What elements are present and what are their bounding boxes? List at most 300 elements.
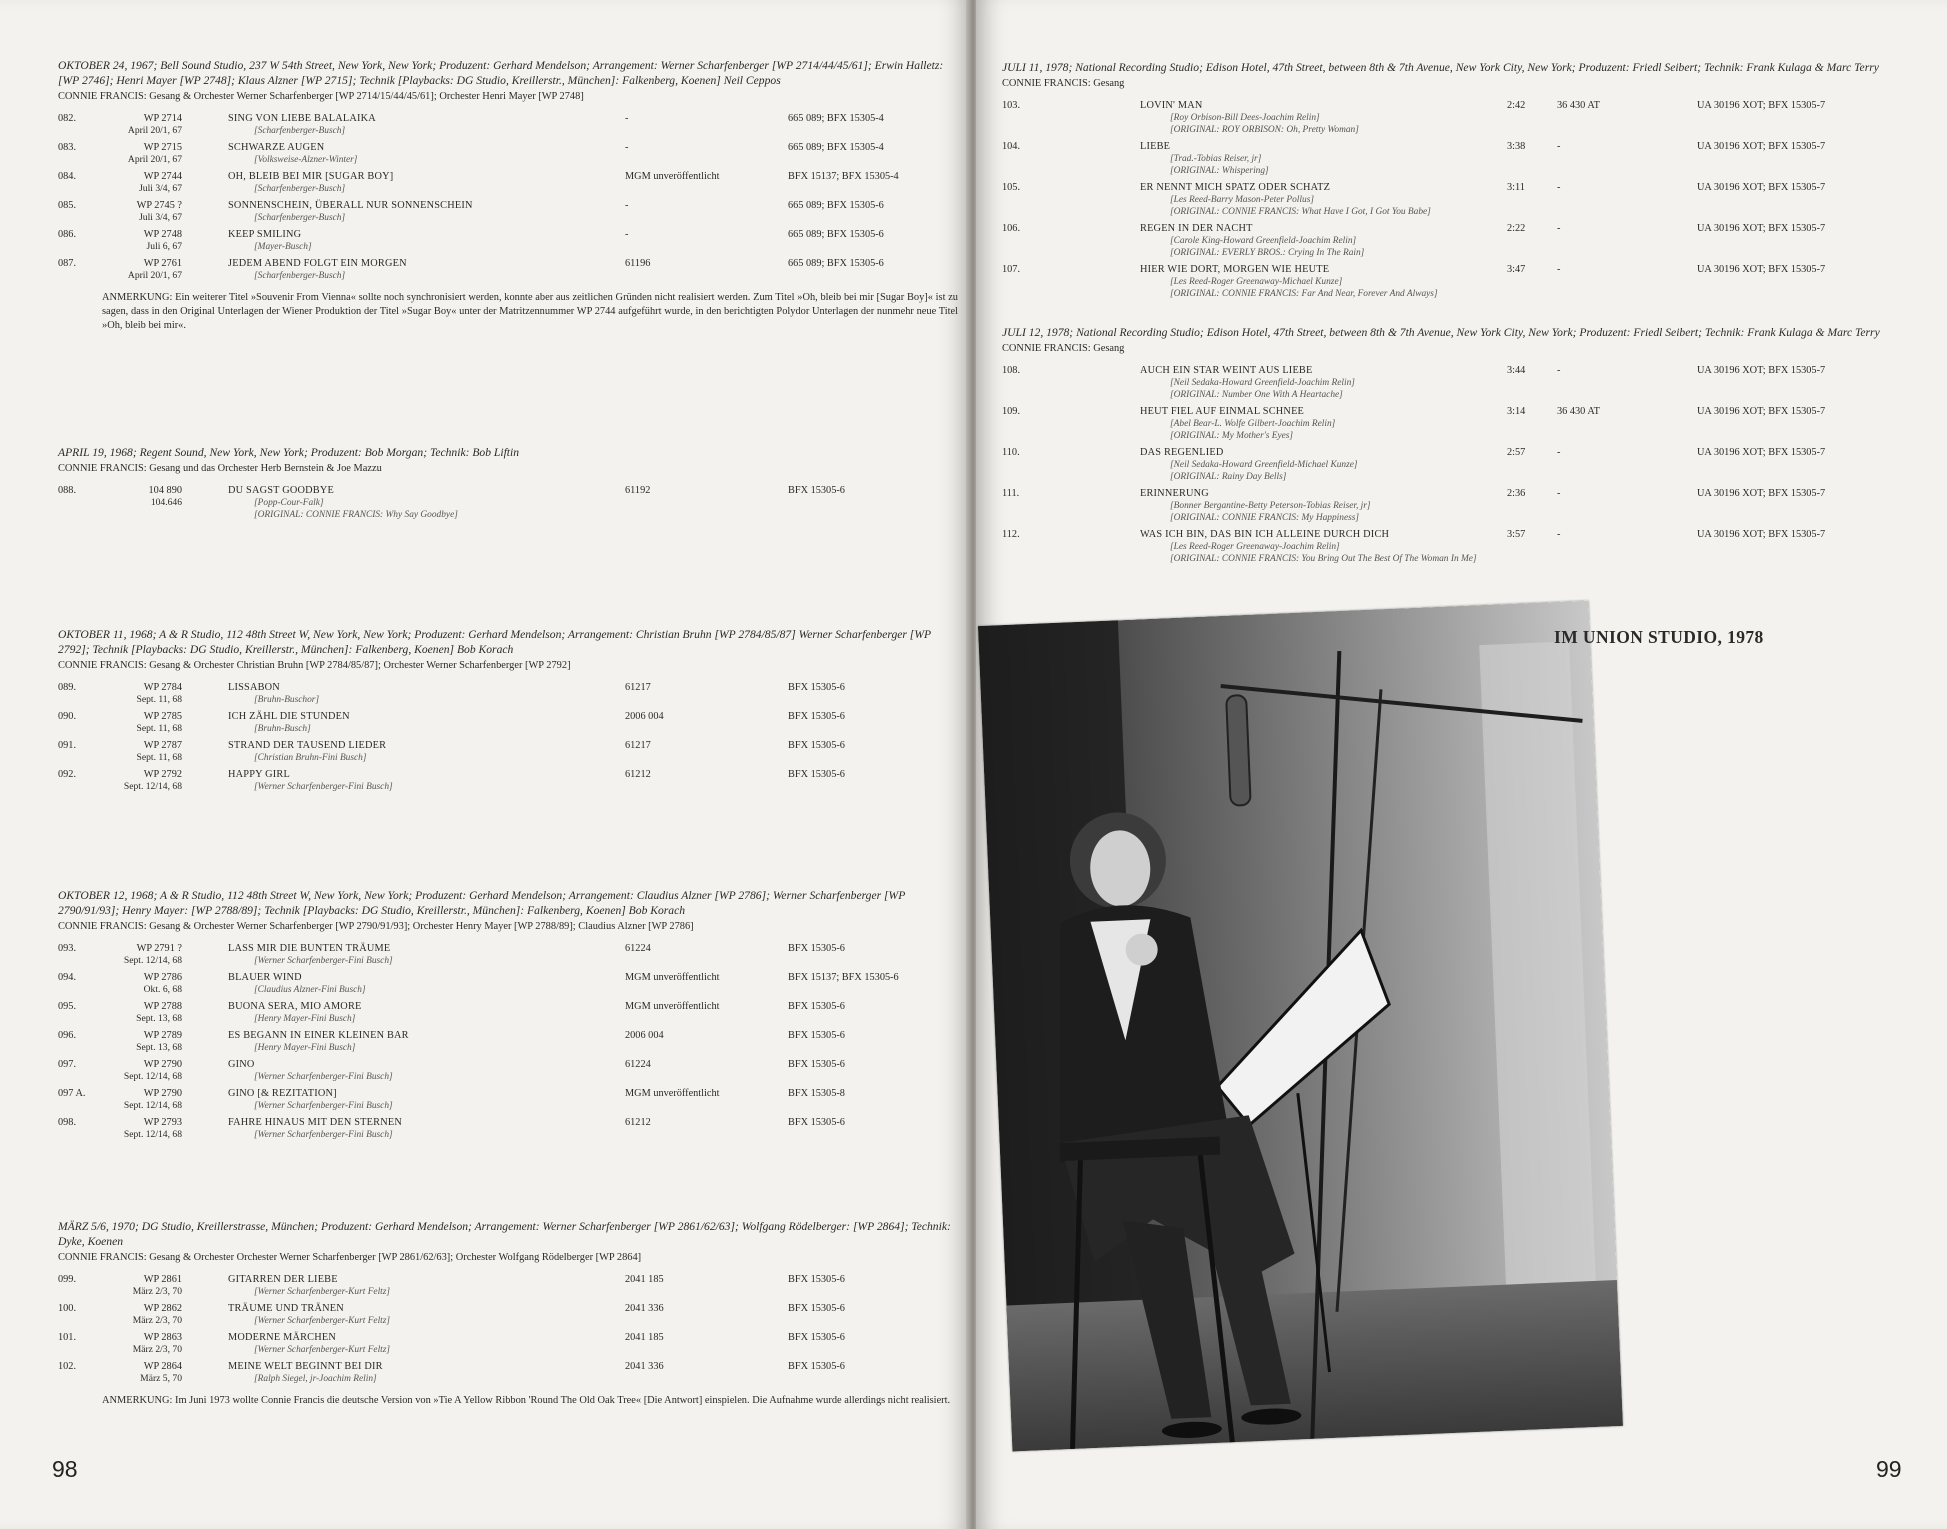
matrix-code: WP 2785 (143, 711, 182, 722)
matrix-code: WP 2789 (143, 1030, 182, 1041)
track-credit: [Bruhn-Busch] (254, 724, 311, 734)
recording-date: Sept. 11, 68 (136, 723, 182, 734)
track-credit: [Bonner Bergantine-Betty Peterson-Tobias Reiser, jr] (1170, 501, 1371, 511)
release-single: 61212 (625, 769, 651, 780)
track-credit: [Mayer-Busch] (254, 242, 312, 252)
track-credit: [Werner Scharfenberger-Fini Busch] (254, 782, 393, 792)
table-row (58, 1001, 958, 1030)
recording-date: Juli 3/4, 67 (139, 212, 182, 223)
table-row (1002, 529, 1922, 570)
release-album: UA 30196 XOT; BFX 15305-7 (1697, 406, 1826, 417)
table-row (1002, 182, 1922, 223)
track-title-text: LOVIN' MAN (1140, 100, 1203, 111)
track-title-text: ES BEGANN IN EINER KLEINEN BAR (228, 1030, 409, 1041)
matrix-number (102, 1361, 182, 1385)
matrix-number (102, 142, 182, 166)
table-row (58, 1332, 958, 1361)
track-credit: [Les Reed-Roger Greenaway-Joachim Relin] (1170, 542, 1340, 552)
release-album: BFX 15305-6 (788, 682, 845, 693)
track-title-text: STRAND DER TAUSEND LIEDER (228, 740, 387, 751)
right-page (976, 0, 1947, 1529)
track-title (1140, 406, 1335, 442)
track-number: 093. (58, 943, 77, 954)
release-single: - (1557, 529, 1561, 540)
matrix-code: WP 2744 (143, 171, 182, 182)
recording-date: Sept. 12/14, 68 (123, 1129, 182, 1140)
table-row (58, 1117, 958, 1146)
matrix-number (102, 1001, 182, 1025)
track-title-text: FAHRE HINAUS MIT DEN STERNEN (228, 1117, 402, 1128)
session-note: ANMERKUNG: Im Juni 1973 wollte Connie Francis die deutsche Version von »Tie A Yellow Ribbon 'Round The Old Oak Tree« [Die Antwort] einspielen. Die Aufnahme wurde allerdings nicht realisiert. (102, 1395, 951, 1406)
track-title-text: BLAUER WIND (228, 972, 302, 983)
release-single: 36 430 AT (1557, 406, 1600, 417)
session-block (58, 1219, 958, 1408)
matrix-number (102, 200, 182, 224)
recording-date: März 2/3, 70 (132, 1315, 182, 1326)
release-single: - (1557, 365, 1561, 376)
track-title (228, 972, 366, 996)
track-title-text: OH, BLEIB BEI MIR [SUGAR BOY] (228, 171, 394, 182)
track-title (228, 682, 319, 706)
track-credit: [Neil Sedaka-Howard Greenfield-Michael Kunze] (1170, 460, 1358, 470)
session-artist: CONNIE FRANCIS: Gesang & Orchester Werner Scharfenberger [WP 2790/91/93]; Orchester Henry Mayer [WP 2788/89]; Claudius Alzner [WP 2786] (58, 921, 694, 932)
table-row (58, 711, 958, 740)
track-duration: 3:14 (1507, 406, 1526, 417)
release-single: 36 430 AT (1557, 100, 1600, 111)
track-number: 100. (58, 1303, 77, 1314)
track-number: 106. (1002, 223, 1021, 234)
session-heading: APRIL 19, 1968; Regent Sound, New York, New York; Produzent: Bob Morgan; Technik: Bob Liftin (58, 446, 520, 459)
table-row (58, 682, 958, 711)
table-row (58, 200, 958, 229)
page-number-right: 99 (1876, 1456, 1902, 1482)
track-number: 097. (58, 1059, 77, 1070)
release-album: UA 30196 XOT; BFX 15305-7 (1697, 447, 1826, 458)
track-title-text: GINO (228, 1059, 255, 1070)
recording-date: 104.646 (150, 497, 182, 508)
table-row (58, 972, 958, 1001)
recording-date: Sept. 12/14, 68 (123, 781, 182, 792)
track-duration: 2:22 (1507, 223, 1526, 234)
matrix-number (102, 229, 182, 253)
session-heading: OKTOBER 12, 1968; A & R Studio, 112 48th Street W, New York, New York; Produzent: Gerhard Mendelson; Arrangement: Claudius Alzner [WP 2786]; Werner Scharfenberger [WP 2790/91/93]; Henry Mayer: [WP 2788/89]; Technik [Playbacks: DG Studio, Kreillerstr., München]: Falkenberg, Koenen] Bob Korach (58, 889, 906, 917)
recording-date: März 2/3, 70 (132, 1286, 182, 1297)
track-title-text: MODERNE MÄRCHEN (228, 1332, 336, 1343)
track-title-text: SING VON LIEBE BALALAIKA (228, 113, 376, 124)
track-title (228, 1361, 383, 1385)
matrix-code: WP 2793 (143, 1117, 182, 1128)
release-album: BFX 15305-6 (788, 740, 845, 751)
matrix-number (102, 485, 182, 509)
table-row (1002, 488, 1922, 529)
session-block (1002, 60, 1922, 305)
release-album: BFX 15305-6 (788, 1059, 845, 1070)
session-block (58, 627, 958, 798)
track-title (1140, 264, 1438, 300)
track-title (228, 171, 393, 195)
track-title-text: HAPPY GIRL (228, 769, 290, 780)
release-album: 665 089; BFX 15305-4 (788, 113, 884, 124)
recording-date: April 20/1, 67 (127, 270, 182, 281)
table-row (1002, 406, 1922, 447)
release-single: 2041 185 (625, 1332, 664, 1343)
table-row (58, 943, 958, 972)
matrix-code: WP 2862 (143, 1303, 182, 1314)
track-number: 085. (58, 200, 77, 211)
release-single: 61212 (625, 1117, 651, 1128)
session-artist: CONNIE FRANCIS: Gesang & Orchester Christian Bruhn [WP 2784/85/87]; Orchester Werner Scharfenberger [WP 2792] (58, 660, 571, 671)
release-album: UA 30196 XOT; BFX 15305-7 (1697, 264, 1826, 275)
track-title (228, 1088, 393, 1112)
track-number: 096. (58, 1030, 77, 1041)
track-duration: 2:57 (1507, 447, 1526, 458)
track-number: 084. (58, 171, 77, 182)
release-single: - (1557, 447, 1561, 458)
track-title-text: LISSABON (228, 682, 280, 693)
track-original: [ORIGINAL: CONNIE FRANCIS: You Bring Out The Best Of The Woman In Me] (1170, 554, 1477, 564)
track-credit: [Neil Sedaka-Howard Greenfield-Joachim Relin] (1170, 378, 1355, 388)
track-number: 112. (1002, 529, 1020, 540)
track-title (228, 769, 393, 793)
track-duration: 3:57 (1507, 529, 1526, 540)
table-row (58, 1303, 958, 1332)
track-number: 102. (58, 1361, 77, 1372)
track-title-text: GITARREN DER LIEBE (228, 1274, 338, 1285)
release-album: BFX 15305-6 (788, 485, 845, 496)
release-single: 61196 (625, 258, 651, 269)
matrix-code: WP 2745 ? (136, 200, 182, 211)
session-heading: JULI 12, 1978; National Recording Studio; Edison Hotel, 47th Street, between 8th & 7th Avenue, New York City, New York; Produzent: Friedl Seibert; Technik: Frank Kulaga & Marc Terry (1002, 326, 1880, 339)
track-title (228, 1059, 393, 1083)
matrix-number (102, 769, 182, 793)
release-album: UA 30196 XOT; BFX 15305-7 (1697, 223, 1826, 234)
track-title (1140, 141, 1269, 177)
recording-date: Sept. 11, 68 (136, 694, 182, 705)
track-title-text: TRÄUME UND TRÄNEN (228, 1303, 344, 1314)
matrix-number (102, 1088, 182, 1112)
track-title-text: AUCH EIN STAR WEINT AUS LIEBE (1140, 365, 1313, 376)
release-album: BFX 15305-6 (788, 1303, 845, 1314)
track-credit: [Trad.-Tobias Reiser, jr] (1170, 154, 1262, 164)
matrix-number (102, 682, 182, 706)
recording-date: Sept. 11, 68 (136, 752, 182, 763)
track-credit: [Popp-Cour-Falk] (254, 498, 324, 508)
matrix-number (102, 1303, 182, 1327)
track-original: [ORIGINAL: Whispering] (1170, 166, 1269, 176)
matrix-number (102, 1030, 182, 1054)
matrix-number (102, 113, 182, 137)
track-title-text: DAS REGENLIED (1140, 447, 1224, 458)
matrix-code: WP 2784 (143, 682, 182, 693)
track-number: 091. (58, 740, 77, 751)
track-number: 088. (58, 485, 77, 496)
recording-date: April 20/1, 67 (127, 154, 182, 165)
matrix-number (102, 943, 182, 967)
track-title (228, 1030, 409, 1054)
release-single: 2006 004 (625, 1030, 664, 1041)
matrix-number (102, 1332, 182, 1356)
release-album: 665 089; BFX 15305-6 (788, 258, 884, 269)
track-number: 105. (1002, 182, 1021, 193)
track-credit: [Scharfenberger-Busch] (254, 213, 346, 223)
matrix-code: WP 2788 (143, 1001, 182, 1012)
release-album: 665 089; BFX 15305-6 (788, 229, 884, 240)
track-credit: [Werner Scharfenberger-Fini Busch] (254, 1130, 393, 1140)
release-album: BFX 15137; BFX 15305-4 (788, 171, 899, 182)
track-credit: [Carole King-Howard Greenfield-Joachim Relin] (1170, 236, 1357, 246)
release-single: - (1557, 264, 1561, 275)
track-credit: [Werner Scharfenberger-Kurt Feltz] (254, 1287, 391, 1297)
matrix-code: WP 2761 (143, 258, 182, 269)
session-note: ANMERKUNG: Ein weiterer Titel »Souvenir From Vienna« sollte noch synchronisiert werden, konnte aber aus zeitlichen Gründen nicht realisiert werden. Zum Titel »Oh, bleib bei mir [Sugar Boy]« ist zu sagen, dass in den Original Unterlagen der Wiener Produktion der Titel »Sugar Boy« unter der Matritzennummer WP 2744 aufgeführt wurde, in den berichtigten Polydor Unterlagen der nunmehr neue Titel »Oh, bleib bei mir«. (102, 292, 958, 331)
recording-date: Okt. 6, 68 (143, 984, 182, 995)
session-artist: CONNIE FRANCIS: Gesang & Orchester Orchester Werner Scharfenberger [WP 2861/62/63]; Orchester Wolfgang Rödelberger [WP 2864] (58, 1252, 642, 1263)
track-number: 083. (58, 142, 77, 153)
track-title-text: DU SAGST GOODBYE (228, 485, 334, 496)
track-original: [ORIGINAL: ROY ORBISON: Oh, Pretty Woman] (1170, 125, 1359, 135)
track-duration: 2:36 (1507, 488, 1526, 499)
track-title (228, 229, 312, 253)
track-title-text: WAS ICH BIN, DAS BIN ICH ALLEINE DURCH DICH (1140, 529, 1390, 540)
track-original: [ORIGINAL: Rainy Day Bells] (1170, 472, 1287, 482)
matrix-code: WP 2714 (143, 113, 182, 124)
track-title-text: LIEBE (1140, 141, 1171, 152)
track-credit: [Ralph Siegel, jr-Joachim Relin] (254, 1374, 377, 1384)
matrix-code: WP 2787 (143, 740, 182, 751)
track-title (228, 142, 357, 166)
release-album: BFX 15137; BFX 15305-6 (788, 972, 899, 983)
release-album: UA 30196 XOT; BFX 15305-7 (1697, 488, 1826, 499)
track-credit: [Scharfenberger-Busch] (254, 126, 346, 136)
track-number: 104. (1002, 141, 1021, 152)
track-credit: [Abel Bear-L. Wolfe Gilbert-Joachim Relin] (1170, 419, 1336, 429)
recording-date: März 2/3, 70 (132, 1344, 182, 1355)
release-album: BFX 15305-6 (788, 1001, 845, 1012)
recording-date: Sept. 13, 68 (136, 1013, 182, 1024)
track-title (228, 1001, 362, 1025)
recording-date: Sept. 13, 68 (136, 1042, 182, 1053)
track-title-text: JEDEM ABEND FOLGT EIN MORGEN (228, 258, 407, 269)
recording-date: Sept. 12/14, 68 (123, 1071, 182, 1082)
release-album: 665 089; BFX 15305-6 (788, 200, 884, 211)
track-title (1140, 488, 1371, 524)
recording-date: April 20/1, 67 (127, 125, 182, 136)
release-single: 2041 336 (625, 1361, 664, 1372)
matrix-number (102, 1274, 182, 1298)
track-credit: [Werner Scharfenberger-Fini Busch] (254, 956, 393, 966)
track-title-text: ICH ZÄHL DIE STUNDEN (228, 711, 350, 722)
track-credit: [Werner Scharfenberger-Kurt Feltz] (254, 1345, 391, 1355)
table-row (58, 1030, 958, 1059)
matrix-code: WP 2715 (143, 142, 182, 153)
matrix-code: WP 2792 (143, 769, 182, 780)
release-single: 61224 (625, 943, 651, 954)
release-single: - (1557, 182, 1561, 193)
matrix-number (102, 1117, 182, 1141)
recording-date: Juli 6, 67 (146, 241, 182, 252)
track-number: 089. (58, 682, 77, 693)
track-title (1140, 182, 1431, 218)
track-number: 087. (58, 258, 77, 269)
track-credit: [Werner Scharfenberger-Fini Busch] (254, 1072, 393, 1082)
release-album: UA 30196 XOT; BFX 15305-7 (1697, 529, 1826, 540)
session-heading: OKTOBER 11, 1968; A & R Studio, 112 48th Street W, New York, New York; Produzent: Gerhard Mendelson; Arrangement: Christian Bruhn [WP 2784/85/87] Werner Scharfenberger [WP 2792]; Technik [Playbacks: DG Studio, Kreillerstr., München]: Falkenberg, Koenen] Bob Korach (58, 628, 931, 656)
recording-date: März 5, 70 (140, 1373, 182, 1384)
matrix-code: WP 2864 (143, 1361, 182, 1372)
table-row (1002, 264, 1922, 305)
track-number: 094. (58, 972, 77, 983)
matrix-number (102, 972, 182, 996)
track-title (228, 1303, 390, 1327)
session-block (58, 888, 958, 1146)
track-duration: 3:38 (1507, 141, 1526, 152)
release-album: BFX 15305-6 (788, 711, 845, 722)
matrix-number (102, 1059, 182, 1083)
release-single: - (1557, 488, 1561, 499)
release-album: 665 089; BFX 15305-4 (788, 142, 884, 153)
track-title-text: HEUT FIEL AUF EINMAL SCHNEE (1140, 406, 1305, 417)
recording-date: Sept. 12/14, 68 (123, 955, 182, 966)
matrix-code: WP 2786 (143, 972, 182, 983)
track-title (1140, 529, 1477, 565)
track-number: 103. (1002, 100, 1021, 111)
release-album: UA 30196 XOT; BFX 15305-7 (1697, 182, 1826, 193)
track-number: 099. (58, 1274, 77, 1285)
track-title (228, 740, 386, 764)
matrix-code: WP 2861 (143, 1274, 182, 1285)
release-album: UA 30196 XOT; BFX 15305-7 (1697, 365, 1826, 376)
table-row (58, 769, 958, 798)
track-number: 101. (58, 1332, 77, 1343)
release-single: 61217 (625, 682, 651, 693)
release-album: UA 30196 XOT; BFX 15305-7 (1697, 141, 1826, 152)
track-number: 110. (1002, 447, 1020, 458)
track-credit: [Roy Orbison-Bill Dees-Joachim Relin] (1170, 113, 1320, 123)
table-row (58, 740, 958, 769)
track-original: [ORIGINAL: CONNIE FRANCIS: My Happiness] (1170, 513, 1360, 523)
table-row (58, 113, 958, 142)
track-credit: [Claudius Alzner-Fini Busch] (254, 985, 366, 995)
track-title (228, 1274, 390, 1298)
session-block (58, 58, 958, 333)
track-title-text: GINO [& REZITATION] (228, 1088, 337, 1099)
track-title (228, 485, 458, 521)
release-single: - (625, 142, 629, 153)
session-heading: JULI 11, 1978; National Recording Studio; Edison Hotel, 47th Street, between 8th & 7th Avenue, New York City, New York; Produzent: Friedl Seibert; Technik: Frank Kulaga & Marc Terry (1002, 61, 1879, 74)
track-number: 086. (58, 229, 77, 240)
track-title (228, 258, 407, 282)
table-row (1002, 365, 1922, 406)
matrix-code: WP 2863 (143, 1332, 182, 1343)
track-credit: [Les Reed-Barry Mason-Peter Pollus] (1170, 195, 1314, 205)
release-single: 2041 185 (625, 1274, 664, 1285)
track-number: 108. (1002, 365, 1021, 376)
track-number: 109. (1002, 406, 1021, 417)
release-single: - (625, 113, 629, 124)
track-title-text: SONNENSCHEIN, ÜBERALL NUR SONNENSCHEIN (228, 200, 473, 211)
track-title-text: MEINE WELT BEGINNT BEI DIR (228, 1361, 383, 1372)
track-original: [ORIGINAL: EVERLY BROS.: Crying In The Rain] (1170, 248, 1365, 258)
table-row (58, 258, 958, 287)
track-title-text: LASS MIR DIE BUNTEN TRÄUME (228, 943, 391, 954)
track-number: 082. (58, 113, 77, 124)
session-heading: OKTOBER 24, 1967; Bell Sound Studio, 237 W 54th Street, New York, New York; Produzent: Gerhard Mendelson; Arrangement: Werner Scharfenberger [WP 2714/44/45/61]; Erwin Halletz: [WP 2746]; Henri Mayer [WP 2748]; Klaus Alzner [WP 2715]; Technik [Playbacks: DG Studio, Kreillerstr., München]: Falkenberg, Koenen] Neil Ceppos (58, 59, 944, 87)
table-row (58, 171, 958, 200)
track-number: 098. (58, 1117, 77, 1128)
release-album: BFX 15305-6 (788, 1030, 845, 1041)
matrix-code: WP 2790 (143, 1088, 182, 1099)
recording-date: Juli 3/4, 67 (139, 183, 182, 194)
track-credit: [Scharfenberger-Busch] (254, 184, 346, 194)
session-block (58, 445, 958, 520)
table-row (1002, 100, 1922, 141)
release-single: 61192 (625, 485, 651, 496)
track-duration: 3:47 (1507, 264, 1526, 275)
matrix-number (102, 711, 182, 735)
recording-date: Sept. 12/14, 68 (123, 1100, 182, 1111)
matrix-number (102, 171, 182, 195)
track-credit: [Werner Scharfenberger-Kurt Feltz] (254, 1316, 391, 1326)
release-album: BFX 15305-6 (788, 943, 845, 954)
track-credit: [Christian Bruhn-Fini Busch] (254, 753, 367, 763)
track-title (228, 711, 350, 735)
release-single: - (625, 200, 629, 211)
release-single: 61224 (625, 1059, 651, 1070)
track-title (1140, 100, 1359, 136)
table-row (58, 485, 958, 520)
release-single: MGM unveröffentlicht (625, 171, 720, 182)
session-artist: CONNIE FRANCIS: Gesang (1002, 343, 1125, 354)
track-credit: [Les Reed-Roger Greenaway-Michael Kunze] (1170, 277, 1343, 287)
track-title (228, 1332, 390, 1356)
release-single: 2006 004 (625, 711, 664, 722)
release-single: - (1557, 141, 1561, 152)
table-row (1002, 447, 1922, 488)
track-title-text: REGEN IN DER NACHT (1140, 223, 1253, 234)
track-title (228, 943, 393, 967)
track-credit: [Scharfenberger-Busch] (254, 271, 346, 281)
track-original: [ORIGINAL: My Mother's Eyes] (1170, 431, 1294, 441)
session-block (1002, 325, 1922, 570)
table-row (58, 1274, 958, 1303)
release-album: BFX 15305-6 (788, 1274, 845, 1285)
table-row (58, 1361, 958, 1390)
track-original: [ORIGINAL: Number One With A Heartache] (1170, 390, 1343, 400)
track-number: 097 A. (58, 1088, 86, 1099)
session-artist: CONNIE FRANCIS: Gesang und das Orchester Herb Bernstein & Joe Mazzu (58, 463, 382, 474)
track-title-text: HIER WIE DORT, MORGEN WIE HEUTE (1140, 264, 1330, 275)
track-number: 092. (58, 769, 77, 780)
release-single: - (625, 229, 629, 240)
track-credit: [Henry Mayer-Fini Busch] (254, 1043, 356, 1053)
track-title (1140, 223, 1364, 259)
track-title (1140, 365, 1355, 401)
table-row (58, 1059, 958, 1088)
session-heading: MÄRZ 5/6, 1970; DG Studio, Kreillerstrasse, München; Produzent: Gerhard Mendelson; Arrangement: Werner Scharfenberger [WP 2861/62/63]; Wolfgang Rödelberger: [WP 2864]; Technik: Dyke, Koenen (58, 1220, 951, 1248)
left-page (0, 0, 970, 1529)
track-credit: [Henry Mayer-Fini Busch] (254, 1014, 356, 1024)
release-single: MGM unveröffentlicht (625, 1001, 720, 1012)
track-number: 111. (1002, 488, 1020, 499)
table-row (58, 1088, 958, 1117)
track-number: 095. (58, 1001, 77, 1012)
release-album: BFX 15305-6 (788, 1332, 845, 1343)
track-title-text: ERINNERUNG (1140, 488, 1209, 499)
track-duration: 3:11 (1507, 182, 1525, 193)
matrix-code: WP 2791 ? (136, 943, 182, 954)
matrix-number (102, 740, 182, 764)
studio-photo (978, 601, 1623, 1452)
